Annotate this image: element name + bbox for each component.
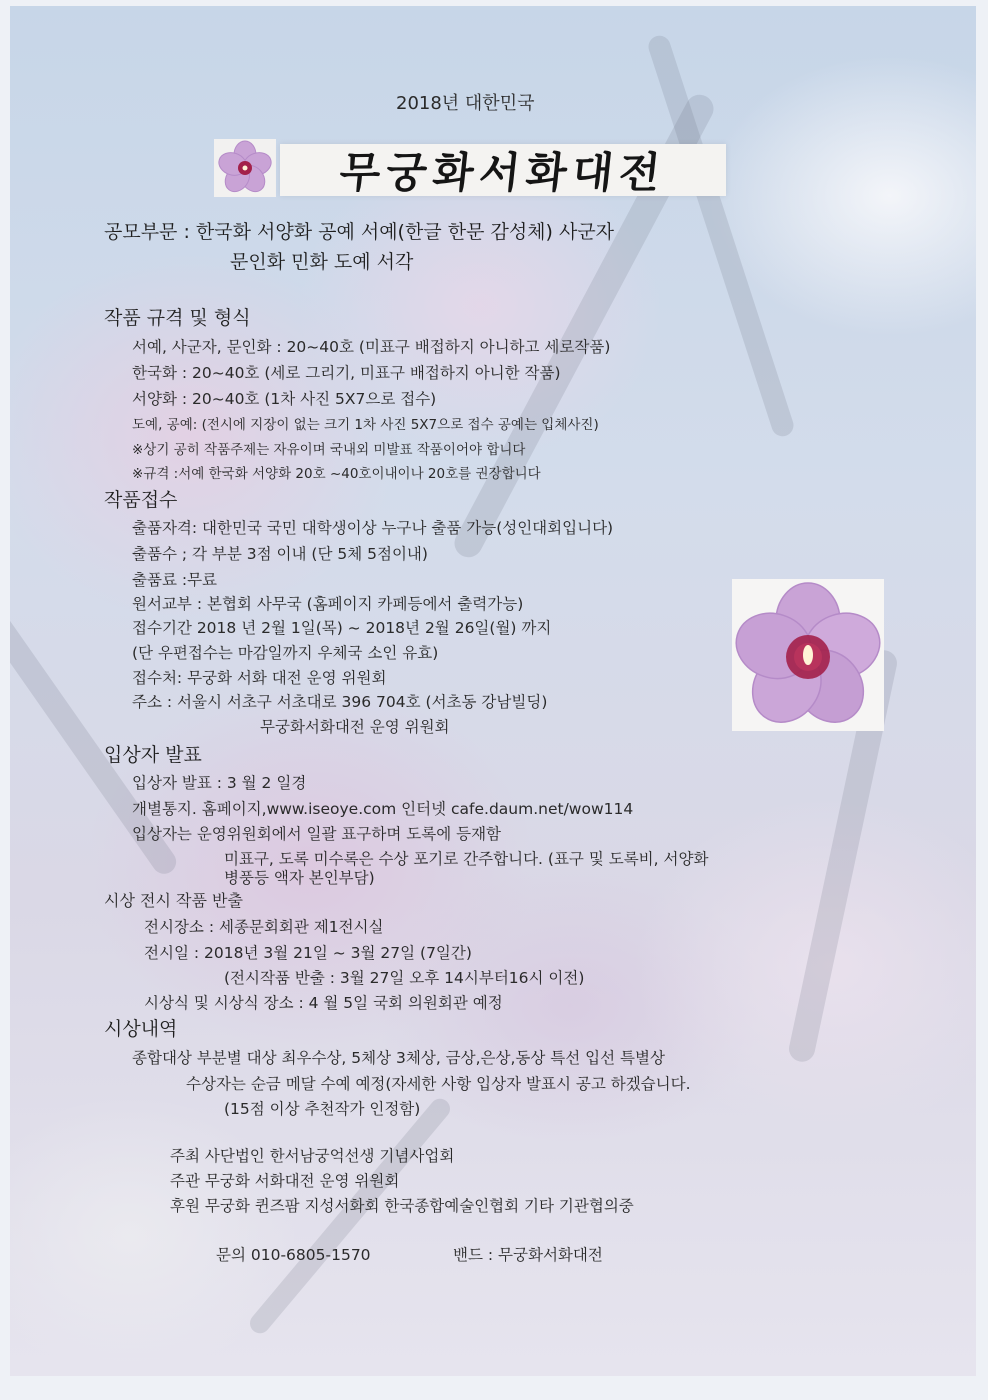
contact-band: 밴드 : 무궁화서화대전: [453, 1246, 603, 1264]
event-title: 무궁화서화대전: [337, 148, 669, 197]
announce-line: 입상자는 운영위원회에서 일괄 표구하며 도록에 등재함: [132, 825, 502, 843]
reception-line: 접수기간 2018 년 2월 1일(목) ~ 2018년 2월 26일(월) 까지: [132, 619, 552, 637]
reception-line: 주소 : 서울시 서초구 서초대로 396 704호 (서초동 강남빌딩): [132, 693, 548, 711]
exhibit-line: (전시작품 반출 : 3월 27일 오후 14시부터16시 이전): [224, 969, 585, 987]
title-banner: [280, 144, 726, 196]
exhibit-line: 전시일 : 2018년 3월 21일 ~ 3월 27일 (7일간): [144, 944, 472, 962]
reception-heading: 작품접수: [104, 489, 178, 511]
announce-line: 미표구, 도록 미수록은 수상 포기로 간주합니다. (표구 및 도록비, 서양화: [224, 850, 709, 868]
category-line: 공모부문 : 한국화 서양화 공예 서예(한글 한문 감성체) 사군자: [104, 221, 615, 243]
awards-line: 수상자는 순금 메달 수예 예정(자세한 사항 입상자 발표시 공고 하겠습니다.: [186, 1075, 691, 1093]
event-year-subtitle: 2018년 대한민국: [396, 93, 535, 114]
reception-line: 접수처: 무궁화 서화 대전 운영 위원회: [132, 669, 387, 687]
hibiscus-small-image: [214, 139, 276, 197]
contact-phone: 문의 010-6805-1570: [216, 1246, 371, 1264]
spec-note: ※규격 :서예 한국화 서양화 20호 ~40호이내이나 20호를 권장합니다: [132, 466, 541, 482]
organizer-line: 후원 무궁화 퀸즈팜 지성서화회 한국종합예술인협회 기타 기관협의중: [170, 1197, 634, 1215]
announce-line: 개별통지. 홈페이지,www.iseoye.com 인터넷 cafe.daum.net/wow114: [132, 800, 634, 818]
bg-branch: [646, 33, 797, 439]
exhibit-line: 전시장소 : 세종문회회관 제1전시실: [144, 918, 384, 936]
exhibit-heading: 시상 전시 작품 반출: [104, 891, 243, 910]
awards-line: (15점 이상 추천작가 인정함): [224, 1100, 421, 1118]
reception-line: 무궁화서화대전 운영 위원회: [260, 718, 450, 736]
awards-heading: 시상내역: [104, 1018, 178, 1040]
announce-line: 병풍등 액자 본인부담): [224, 869, 375, 887]
spec-note: ※상기 공히 작품주제는 자유이며 국내외 미발표 작품이어야 합니다: [132, 442, 526, 458]
announce-heading: 입상자 발표: [104, 744, 202, 766]
spec-line: 서양화 : 20~40호 (1차 사진 5X7으로 접수): [132, 390, 437, 408]
spec-line: 한국화 : 20~40호 (세로 그리기, 미표구 배접하지 아니한 작품): [132, 364, 561, 382]
reception-line: 출품수 ; 각 부분 3점 이내 (단 5체 5점이내): [132, 545, 428, 563]
reception-line: 출품자격: 대한민국 국민 대학생이상 누구나 출품 가능(성인대회입니다): [132, 519, 614, 537]
exhibit-line: 시상식 및 시상식 장소 : 4 월 5일 국회 의원회관 예정: [144, 994, 503, 1012]
awards-line: 종합대상 부분별 대상 최우수상, 5체상 3체상, 금상,은상,동상 특선 입선 특별상: [132, 1049, 665, 1067]
announce-line: 입상자 발표 : 3 월 2 일경: [132, 774, 307, 792]
poster-page: [10, 6, 976, 1376]
hibiscus-large-image: [732, 579, 884, 731]
reception-line: 원서교부 : 본협회 사무국 (홈페이지 카페등에서 출력가능): [132, 595, 524, 613]
spec-line: 서예, 사군자, 문인화 : 20~40호 (미표구 배접하지 아니하고 세로작품): [132, 338, 611, 356]
spec-heading: 작품 규격 및 형식: [104, 307, 251, 329]
category-line-cont: 문인화 민화 도예 서각: [230, 251, 414, 273]
spec-line: 도예, 공예: (전시에 지장이 없는 크기 1차 사진 5X7으로 접수 공예는 입체사진): [132, 417, 599, 433]
bg-branch: [246, 1095, 454, 1338]
reception-line: (단 우편접수는 마감일까지 우체국 소인 유효): [132, 644, 439, 662]
reception-line: 출품료 :무료: [132, 571, 218, 589]
organizer-line: 주관 무궁화 서화대전 운영 위원회: [170, 1172, 400, 1190]
organizer-line: 주최 사단법인 한서남궁억선생 기념사업회: [170, 1147, 455, 1165]
